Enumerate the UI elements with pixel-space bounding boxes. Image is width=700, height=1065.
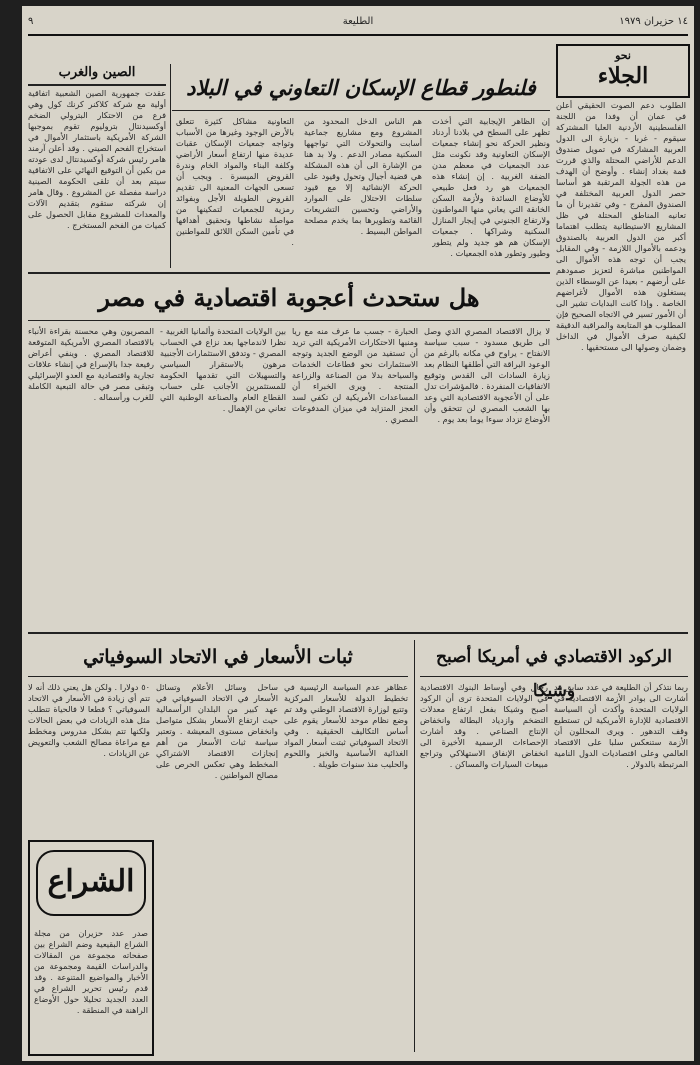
- housing-col-2: هم الناس الدخل المحدود من المشروع ومع مشاريع جماعية أسابت والتحولات التي تواجهها السكنية مصادر الدعم . ولا بد هنا من الإشارة الى أن هذه المشكلة هي قضية أجيال وتحول وقيود على الحركة الإنشائية إلا مع قيود سلطات الاحتلال على الموارد والأراضي وتحسين التشريعات القائمة وتطويرها بما يخدم مصلحة المواطن البسيط .: [304, 116, 422, 236]
- divider: [28, 632, 688, 634]
- shiraa-logo: الشراع: [36, 850, 146, 916]
- column-logo-box: [556, 44, 690, 98]
- housing-col-3: التعاونية مشاكل كثيرة تتعلق بالأرض الوجود وغيرها من الأسباب وتواجه جمعيات الإسكان عقبات عديدة منها ارتفاع أسعار الأراضي وكلفة البناء والمواد الخام وندرة القروض الميسرة . ويجب أن تسعى الجهات المعنية الى تقديم القروض الطويلة الأجل وبفوائد رمزية للجمعيات لتمكينها من مواصلة نشاطها وتحقيق أهدافها في تأمين السكن اللائق للمواطنين .: [176, 116, 294, 247]
- divider: [28, 676, 408, 677]
- shiraa-box: [28, 840, 154, 1056]
- column-logo-small: نحو: [615, 49, 631, 62]
- shiraa-text: صدر عدد حزيران من مجلة الشراع البقيعية وضم الشراع بين صفحاته مجموعة من المقالات والدراسات القيمة ومجموعة من الأخبار والمواضيع المتنوعة . وقد قدم رئيس تحرير الشراع في العدد الجديد تحليلا حول الأوضاع الراهنة في المنطقة .: [34, 928, 148, 1015]
- publication-name: الطليعة: [342, 16, 374, 27]
- issue-date: ١٤ حزيران ١٩٧٩: [619, 16, 688, 27]
- egypt-col-2: الحبارة - جسب ما عرف منه مع ريا ومنبها الاحتكارات الأمريكية التي تريد أن تستفيد من الوضع الجديد وتوجه الاستثمارات نحو قطاعات الخدمات والسياحة بدلا من الصناعة والزراعة المنتجة . ويرى الخبراء أن المساعدات الأمريكية لن تكفي لسد العجز المتزايد في ميزان المدفوعات المصري .: [292, 326, 418, 424]
- column-logo-big: الجلاء: [597, 63, 649, 89]
- divider: [172, 110, 550, 111]
- soviet-col-3: ٥٠ دولارا . ولكن هل يعني ذلك أنه لا تتم أي زيادة في الأسعار في الاتحاد السوفياتي ؟ قطعا لا فالحياة تتطلب مثل هذه الزيادات في بعض الحالات ولكنها تتم بشكل مدروس ومخطط مع مراعاة مصالح الشعب والتعويض عن الزيادات .: [28, 682, 150, 758]
- egypt-col-1: لا يزال الاقتصاد المصري الذي وصل الى طريق مسدود - سبب سياسة الانفتاح - يراوح في مكانه بالرغم من الوعود البراقة التي أطلقها النظام بعد زيارة السادات الى القدس وتوقيع الاتفاقيات المنفردة . فالمؤشرات تدل على أن الأعجوبة الاقتصادية التي وعد بها الشعب المصري لن تتحقق وأن الأوضاع تزداد سوءا يوما بعد يوم .: [424, 326, 550, 424]
- divider: [420, 676, 688, 677]
- divider: [28, 320, 550, 321]
- soviet-col-1: عظاهر عدم السياسة الرئيسية في تخطيط الدولة للأسعار المركزية وتتبع لوزارة الاقتصاد الوطني وقد تم وضع نظام موحد للأسعار يقوم على أساس التكاليف الحقيقية . وفي الاتحاد السوفياتي ثبتت أسعار المواد الغذائية الأساسية والخبز واللحوم والحليب منذ سنوات طويلة .: [284, 682, 408, 769]
- newspaper-page: [22, 6, 694, 1061]
- running-header: [28, 14, 688, 36]
- china-col-text: عقدت جمهورية الصين الشعبية اتفاقية أولية مع شركة كلاكنر كرنك كول وهي فرع من الاحتكار البترولي الضخم أوكسيدنتال بتروليوم تقوم بموجبها الشركة الأمريكية باستثمار الأموال في استخراج الفحم الصيني . وقد أعلن آرمند هامر رئيس شركة أوكسيدنتال لدى عودته من بكين أن التوقيع النهائي على الاتفاقية سيتم بعد أن تلقى الحكومة الصينية دراسة مفصلة عن المشروع . وقال هامر إن شركته ستقوم بتقديم الآلات والمعدات للمشروع مقابل الحصول على كميات من الفحم المستخرج .: [28, 88, 166, 230]
- divider: [28, 84, 166, 86]
- housing-col-1: إن الظاهر الإيجابية التي أخذت تظهر على السطح في بلادنا أردناد ونظير الحركة نحو إنشاء جمعيات الإسكان التعاونية وقد نكونت مثل عدد الجمعيات في معظم مدن الضفة الغربية . إن إنشاء هذه الجمعيات هو رد فعل طبيعي للأوضاع السائدة ولأزمة السكن الخانقة التي يعاني منها المواطنون ولارتفاع الجنوني في إيجار المنازل السكنية وشراكها . جمعيات الإسكان هم هو جديد ولم يتطور وطيور وتطور هذه الجمعيات .: [432, 116, 550, 258]
- china-headline: الصين والغرب: [58, 65, 136, 80]
- egypt-headline: هل ستحدث أعجوبة اقتصادية في مصر: [98, 283, 480, 312]
- soviet-col-2: ساحل وسائل الأعلام وتسائل الأسعار في الاتحاد السوفياتي في عهد كبير من البلدان الرأسمالية حيث ارتفاع الأسعار بشكل متواصل وانخفاض مستوى المعيشة . وتعتبر سياسة ثبات الأسعار من أهم إنجازات الاقتصاد الاشتراكي المخطط وهي تعكس الحرص على مصالح المواطنين .: [156, 682, 278, 780]
- column-right-text: الطلوب دعم الصوت الحقيقي أعلن في عمان أن وفدا من اللجنة الفلسطينية الأردنية العليا المشتركة سيقوم - غربا - بزيارة الى الدول العربية المشاركة في تمويل صندوق الدعم للأراضي المحتلة والذي قررت قمة بغداد إنشاء . وأوضح أن الهدف من هذه الجولة المرتقبة هو أساسا حصر الدول العربية المختلفة في الصندوق المفرج - وفي تقديرنا أن ما تعانيه المناطق المحتلة في ظل المشاريع الاستيطانية يتطلب اهتماما أكبر من الدول العربية بالصندوق ودعمه بالأموال اللازمة - وفي المقابل يجب أن توجه هذه الأموال الى المواطنين مباشرة لتعزيز صمودهم على أرضهم - بعيدا عن الوسطاء الذين يستغلون هذه الأموال لأغراضهم الخاصة . وإذا كانت البدايات تشير الى أن الأمور تسير في الاتجاه الصحيح فإن المطلوب هو المتابعة والمراقبة الدقيقة لكيفية صرف الأموال في الداخل وضمان وصولها الى مستحقيها .: [556, 100, 686, 352]
- recession-col-1: ربما نتذكر أن الطليعة في عدد سابق قد أشارت الى بوادر الأزمة الاقتصادية في الولايات المتحدة وأكدت أن السياسة الاقتصادية للإدارة الأمريكية لن تستطيع وقف التدهور . ويرى المحللون أن الأزمة ستنعكس سلبا على الاقتصاد العالمي وعلى اقتصاديات الدول النامية المرتبطة بالدولار .: [554, 682, 688, 769]
- divider: [414, 640, 415, 1052]
- soviet-headline: ثبات الأسعار في الاتحاد السوفياتي: [83, 646, 353, 668]
- egypt-col-3: بين الولايات المتحدة وألمانيا الغربية - نظرا لاندماجها بعد نزاع في الحساب المصري - وتدفق الاستثمارات الأجنبية مرهون بالاستقرار السياسي والتسهيلات التي تقدمها الحكومة للمستثمرين الأجانب على حساب القطاع العام والصناعة الوطنية التي تعاني من الإهمال .: [160, 326, 286, 413]
- egypt-col-4: المصريون وهي محسنة بقراءة الأنباء بالاقتصاد المصري الأمريكية المتوقعة للاقتصاد المصري . وينفي أعراض رفيعة جدا بالإسراع في إنشاء علاقات تجارية واقتصادية مع العدو الإسرائيلي وتبقى مصر في حالة التبعية الكاملة للغرب ورأسماله .: [28, 326, 154, 402]
- divider: [28, 272, 550, 274]
- recession-col-2: رجال وفي أوساط البنوك الاقتصادية في الولايات المتحدة ترى أن الركود أصبح وشيكا بفعل ارتفاع معدلات التضخم وازدياد البطالة وانخفاض الإنتاج الصناعي . وقد أشارت الإحصاءات الرسمية الأخيرة الى انخفاض الإنفاق الاستهلاكي وتراجع مبيعات السيارات والمساكن .: [420, 682, 548, 769]
- divider: [170, 64, 171, 268]
- housing-headline: فلنطور قطاع الإسكان التعاوني في البلاد: [186, 75, 536, 100]
- recession-headline: الركود الاقتصادي في أمريكا أصبح وشيكا: [436, 647, 672, 701]
- page-number: ٩: [28, 16, 34, 27]
